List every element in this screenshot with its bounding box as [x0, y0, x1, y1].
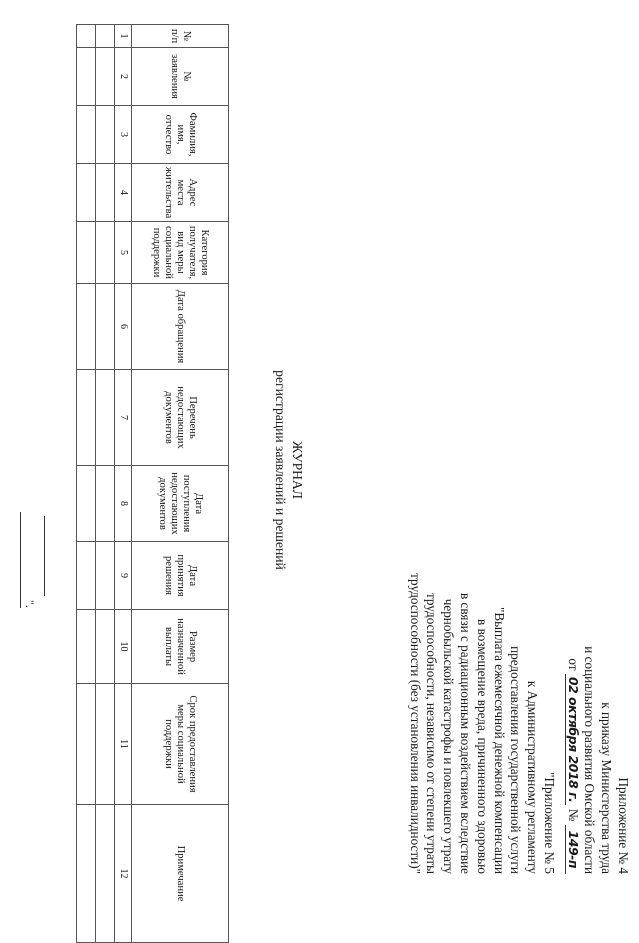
- column-number: 5: [115, 222, 132, 284]
- header-line: и социального развития Омской области: [582, 646, 598, 874]
- journal-title: [272, 300, 306, 640]
- empty-cell: [96, 542, 115, 610]
- column-header: Дата поступления недостающих документов: [132, 466, 229, 542]
- empty-cell: [96, 222, 115, 284]
- empty-table-row: [96, 25, 115, 943]
- column-header: № п/п: [132, 25, 229, 48]
- order-date-line: [564, 534, 581, 874]
- empty-cell: [96, 48, 115, 106]
- empty-cell: [96, 805, 115, 943]
- empty-cell: [96, 164, 115, 222]
- header-line: "Приложение № 5: [542, 772, 557, 874]
- empty-cell: [96, 106, 115, 164]
- registration-journal-table: [76, 24, 229, 943]
- number-prefix: №: [565, 808, 581, 822]
- blank-line: [20, 512, 21, 608]
- journal-subtitle: регистрации заявлений и решений: [273, 370, 288, 570]
- column-number: 3: [115, 106, 132, 164]
- empty-cell: [77, 684, 96, 805]
- regulation-appendix-header: [406, 454, 557, 874]
- column-number: 8: [115, 466, 132, 542]
- handwritten-order-date: 02 октября 2018 г.: [565, 674, 581, 806]
- empty-cell: [77, 164, 96, 222]
- header-line: трудоспособности, независимо от степени утраты: [424, 592, 440, 874]
- from-prefix: от: [565, 658, 581, 671]
- empty-cell: [77, 284, 96, 370]
- column-number: 12: [115, 805, 132, 943]
- empty-cell: [96, 466, 115, 542]
- column-header: Дата обращения: [132, 284, 229, 370]
- empty-cell: [77, 610, 96, 684]
- column-number: 9: [115, 542, 132, 610]
- empty-cell: [96, 25, 115, 48]
- header-line: в связи с радиационным воздействием вследствие: [458, 592, 474, 874]
- empty-cell: [77, 25, 96, 48]
- empty-cell: [77, 222, 96, 284]
- column-header: Срок предоставления меры социальной поддержки: [132, 684, 229, 805]
- table-header-row: [132, 25, 229, 943]
- handwritten-order-number: 149-п: [565, 825, 581, 874]
- column-number: 11: [115, 684, 132, 805]
- empty-cell: [96, 684, 115, 805]
- column-header: Перечень недостающих документов: [132, 370, 229, 466]
- journal-heading: ЖУРНАЛ: [290, 440, 305, 500]
- header-line: трудоспособности (без установления инвалидности)": [407, 573, 423, 874]
- header-line: "Выплата ежемесячной денежной компенсации: [491, 606, 507, 874]
- column-header: Адрес места жительства: [132, 164, 229, 222]
- blank-line: [44, 516, 45, 596]
- column-number-row: [115, 25, 132, 943]
- column-number: 2: [115, 48, 132, 106]
- empty-cell: [77, 48, 96, 106]
- header-line: чернобыльской катастрофы и повлекшего утрату: [441, 598, 457, 874]
- column-header: Фамилия, имя, отчество: [132, 106, 229, 164]
- header-line: к приказу Министерства труда: [599, 702, 615, 874]
- column-number: 1: [115, 25, 132, 48]
- header-line: Приложение № 4: [616, 777, 631, 874]
- column-number: 4: [115, 164, 132, 222]
- empty-cell: [77, 542, 96, 610]
- empty-table-row: [77, 25, 96, 943]
- column-number: 7: [115, 370, 132, 466]
- column-header: № заявления: [132, 48, 229, 106]
- header-line: в возмещение вреда, причиненного здоровью: [474, 619, 490, 874]
- empty-cell: [77, 370, 96, 466]
- empty-cell: [96, 284, 115, 370]
- header-line: к Административному регламенту: [525, 680, 541, 874]
- closing-quote: ".: [23, 600, 37, 608]
- empty-cell: [77, 466, 96, 542]
- order-appendix-header: [564, 534, 631, 874]
- column-header: Примечание: [132, 805, 229, 943]
- empty-cell: [77, 106, 96, 164]
- header-line: предоставления государственной услуги: [508, 646, 524, 874]
- column-header: Дата принятия решения: [132, 542, 229, 610]
- empty-cell: [77, 805, 96, 943]
- column-number: 10: [115, 610, 132, 684]
- column-number: 6: [115, 284, 132, 370]
- column-header: Категория получателя, вид меры социальной поддержки: [132, 222, 229, 284]
- empty-cell: [96, 370, 115, 466]
- column-header: Размер назначенной выплаты: [132, 610, 229, 684]
- empty-cell: [96, 610, 115, 684]
